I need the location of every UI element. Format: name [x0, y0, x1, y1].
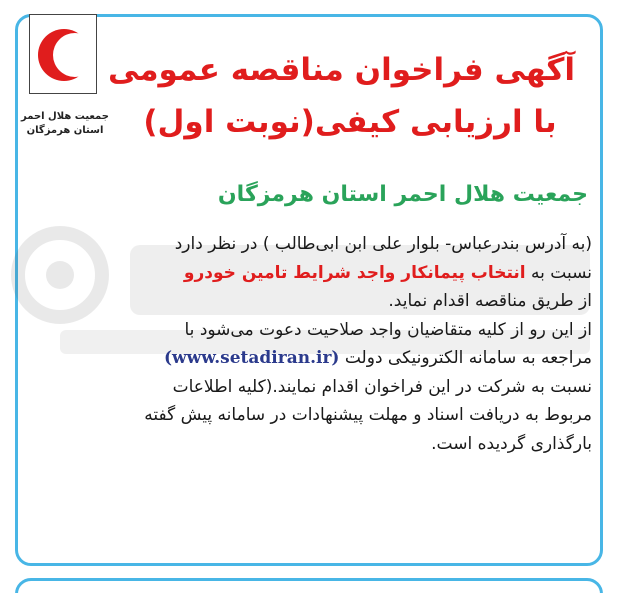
logo-caption-line2: استان هرمزگان [26, 125, 104, 136]
body-line: مربوط به دریافت اسناد و مهلت پیشنهادات در سامانه پیش گفته [144, 405, 592, 425]
body-line: بارگذاری گردیده است. [431, 433, 592, 454]
red-crescent-icon [34, 21, 94, 89]
next-ad-frame [15, 578, 603, 593]
setadiran-link[interactable]: (www.setadiran.ir) [163, 348, 340, 368]
body-line: از طریق مناقصه اقدام نماید. [388, 291, 592, 311]
logo-caption-line1: جمعیت هلال احمر [21, 111, 109, 122]
tender-subject: انتخاب پیمانکار واجد شرایط تامین خودرو [183, 262, 526, 283]
ad-title-line1: آگهی فراخوان مناقصه عمومی [107, 52, 575, 88]
ad-body [30, 230, 592, 458]
ad-title-line2: با ارزیابی کیفی(نوبت اول) [143, 104, 557, 140]
body-line: از این رو از کلیه متقاضیان واجد صلاحیت دعوت می‌شود با [184, 319, 592, 340]
body-line [30, 259, 592, 288]
body-text: مراجعه به سامانه الکترونیکی دولت [339, 348, 592, 368]
body-text: نسبت به [525, 262, 592, 283]
body-line [30, 344, 592, 373]
body-line: نسبت به شرکت در این فراخوان اقدام نمایند.(کلیه اطلاعات [172, 376, 592, 397]
organization-name: جمعیت هلال احمر استان هرمزگان [217, 182, 588, 207]
logo-caption [15, 110, 115, 138]
red-crescent-logo [29, 14, 97, 94]
body-line: (به آدرس بندرعباس- بلوار علی ابن ابی‌طالب ) در نظر دارد [174, 234, 592, 254]
